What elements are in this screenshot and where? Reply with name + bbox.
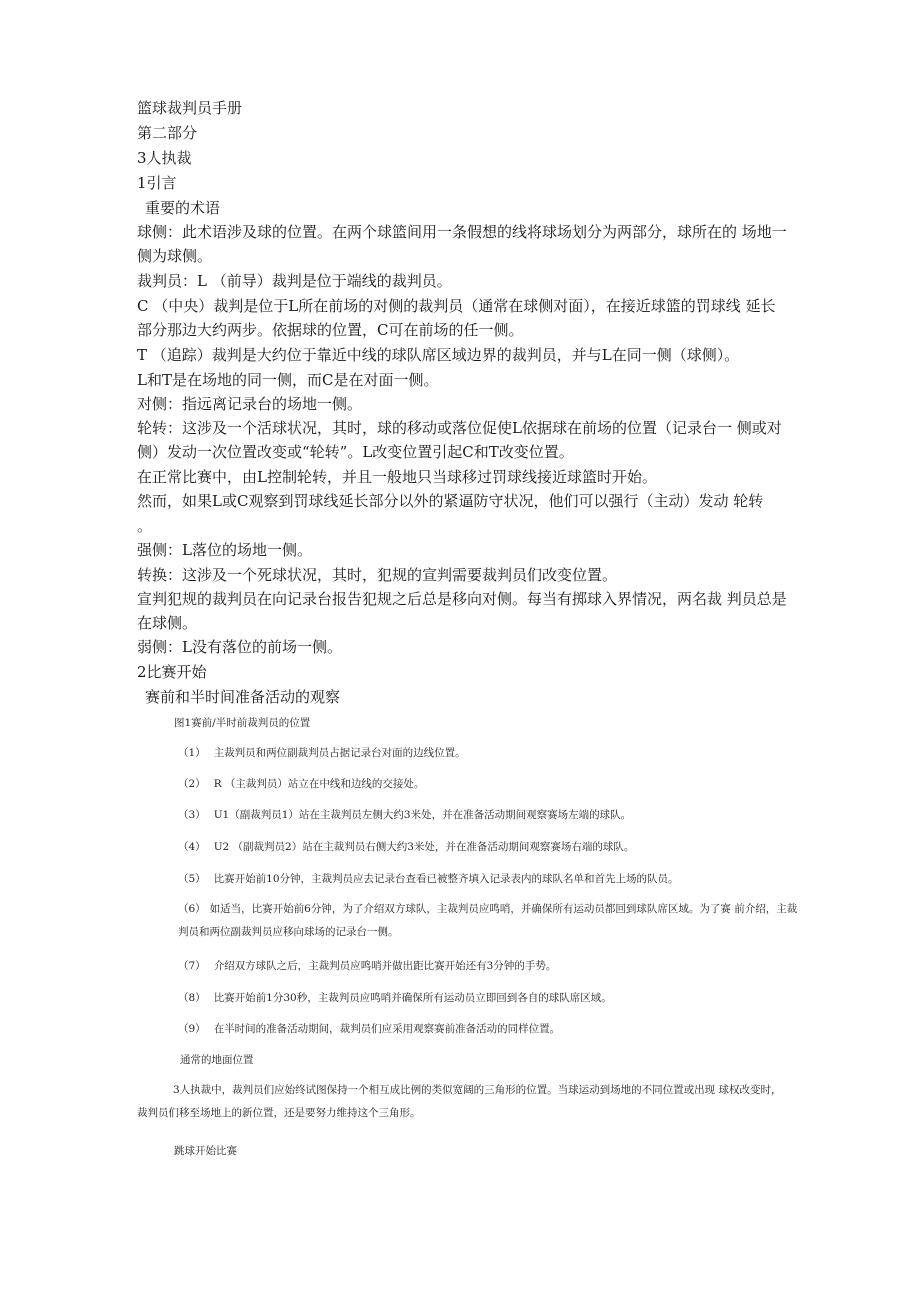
paragraph-normal-play: 在正常比赛中，由L控制轮转，并且一般地只当球移过罚球线接近球篮时开始。 (137, 468, 657, 486)
list-item-text: 比赛开始前10分钟，主裁判员应去记录台查看已被整齐填入记录表内的球队名单和首先上场的队员。 (213, 873, 679, 885)
chapter-1-heading: 1引言 (137, 174, 177, 192)
paragraph-however: 然而，如果L或C观察到罚球线延长部分以外的紧逼防守状况，他们可以强行（主动）发动 轮转 (137, 492, 764, 510)
list-item-text: 主裁判员和两位副裁判员占据记录台对面的边线位置。 (213, 747, 466, 759)
list-item-number: （1） (178, 747, 206, 759)
paragraph-switch: 转换：这涉及一个死球状况，其时，犯规的宣判需要裁判员们改变位置。 (137, 566, 618, 584)
paragraph-lead: 裁判员：L （前导）裁判是位于端线的裁判员。 (137, 272, 452, 290)
list-item-text: 如适当，比赛开始前6分钟，为了介绍双方球队，主裁判员应鸣哨，并确保所有运动员都回到球队席区域。为了赛 前介绍，主裁判员和两位副裁判员应移向球场的记录台一侧。 (178, 903, 798, 938)
list-item-text: 在半时间的准备活动期间，裁判员们应采用观察赛前准备活动的同样位置。 (213, 1023, 561, 1035)
list-item (178, 840, 634, 854)
list-item-number: （4） (178, 841, 206, 853)
paragraph-trail: T （追踪）裁判是大约位于靠近中线的球队席区域边界的裁判员，并与L在同一侧（球侧）。 (137, 346, 740, 364)
paragraph-calling-official: 宣判犯规的裁判员在向记录台报告犯规之后总是移向对侧。每当有掷球入界情况，两名裁 判员总是在球侧。 (137, 590, 787, 632)
list-item (178, 898, 803, 944)
doc-title: 篮球裁判员手册 (137, 99, 243, 117)
list-item (178, 746, 466, 760)
list-item (178, 808, 631, 822)
list-item-number: （2） (178, 778, 206, 790)
section-heading: 3人执裁 (137, 149, 192, 167)
terms-heading: 重要的术语 (145, 199, 221, 217)
list-item-number: （7） (178, 960, 206, 972)
list-item-number: （6） (178, 903, 206, 915)
list-item (178, 959, 556, 973)
list-item-number: （5） (178, 873, 206, 885)
list-item (178, 777, 424, 791)
paragraph-period: 。 (137, 517, 153, 535)
list-item-number: （9） (178, 1023, 206, 1035)
paragraph-rotation: 轮转：这涉及一个活球状况，其时，球的移动或落位促使L依据球在前场的位置（记录台一 侧或对侧）发动一次位置改变或“轮转”。L改变位置引起C和T改变位置。 (137, 419, 782, 461)
figure-1-caption: 图1赛前/半时前裁判员的位置 (174, 717, 311, 729)
paragraph-opposite: 对侧：指远离记录台的场地一侧。 (137, 395, 363, 413)
floor-position-heading: 通常的地面位置 (180, 1054, 254, 1066)
paragraph-weak-side: 弱侧：L没有落位的前场一侧。 (137, 638, 342, 656)
list-item (178, 872, 679, 886)
list-item (178, 991, 612, 1005)
paragraph-floor-position: 3人执裁中，裁判员们应始终试图保持一个相互成比例的类似宽阔的三角形的位置。当球运动到场地的不同位置或出现 球权改变时，裁判员们移至场地上的新位置，还是要努力维持这个三角形。 (137, 1084, 782, 1119)
list-item-text: 介绍双方球队之后，主裁判员应鸣哨并做出距比赛开始还有3分钟的手势。 (213, 960, 557, 972)
list-item-text: R （主裁判员）站立在中线和边线的交接处。 (213, 778, 425, 790)
list-item-text: 比赛开始前1分30秒，主裁判员应鸣哨并确保所有运动员立即回到各自的球队席区域。 (213, 992, 612, 1004)
part-heading: 第二部分 (137, 124, 198, 142)
list-item-text: U1（副裁判员1）站在主裁判员左侧大约3米处，并在准备活动期间观察赛场左端的球队。 (213, 809, 632, 821)
chapter-2-heading: 2比赛开始 (137, 663, 207, 681)
jump-ball-heading: 跳球开始比赛 (174, 1145, 237, 1157)
list-item-number: （8） (178, 992, 206, 1004)
paragraph-center: C （中央）裁判是位于L所在前场的对侧的裁判员（通常在球侧对面），在接近球篮的罚球线 延长部分那边大约两步。依据球的位置，C可在前场的任一侧。 (137, 297, 776, 339)
paragraph-strong-side: 强侧：L落位的场地一侧。 (137, 541, 312, 559)
paragraph-lt-same-side: L和T是在场地的同一侧，而C是在对面一侧。 (137, 371, 439, 389)
list-item-number: （3） (178, 809, 206, 821)
paragraph-ball-side: 球侧：此术语涉及球的位置。在两个球篮间用一条假想的线将球场划分为两部分，球所在的 场地一侧为球侧。 (137, 223, 787, 265)
list-item (178, 1022, 560, 1036)
list-item-text: U2 （副裁判员2）站在主裁判员右侧大约3米处，并在准备活动期间观察赛场右端的球队。 (213, 841, 635, 853)
warmup-heading: 赛前和半时间准备活动的观察 (145, 688, 341, 706)
